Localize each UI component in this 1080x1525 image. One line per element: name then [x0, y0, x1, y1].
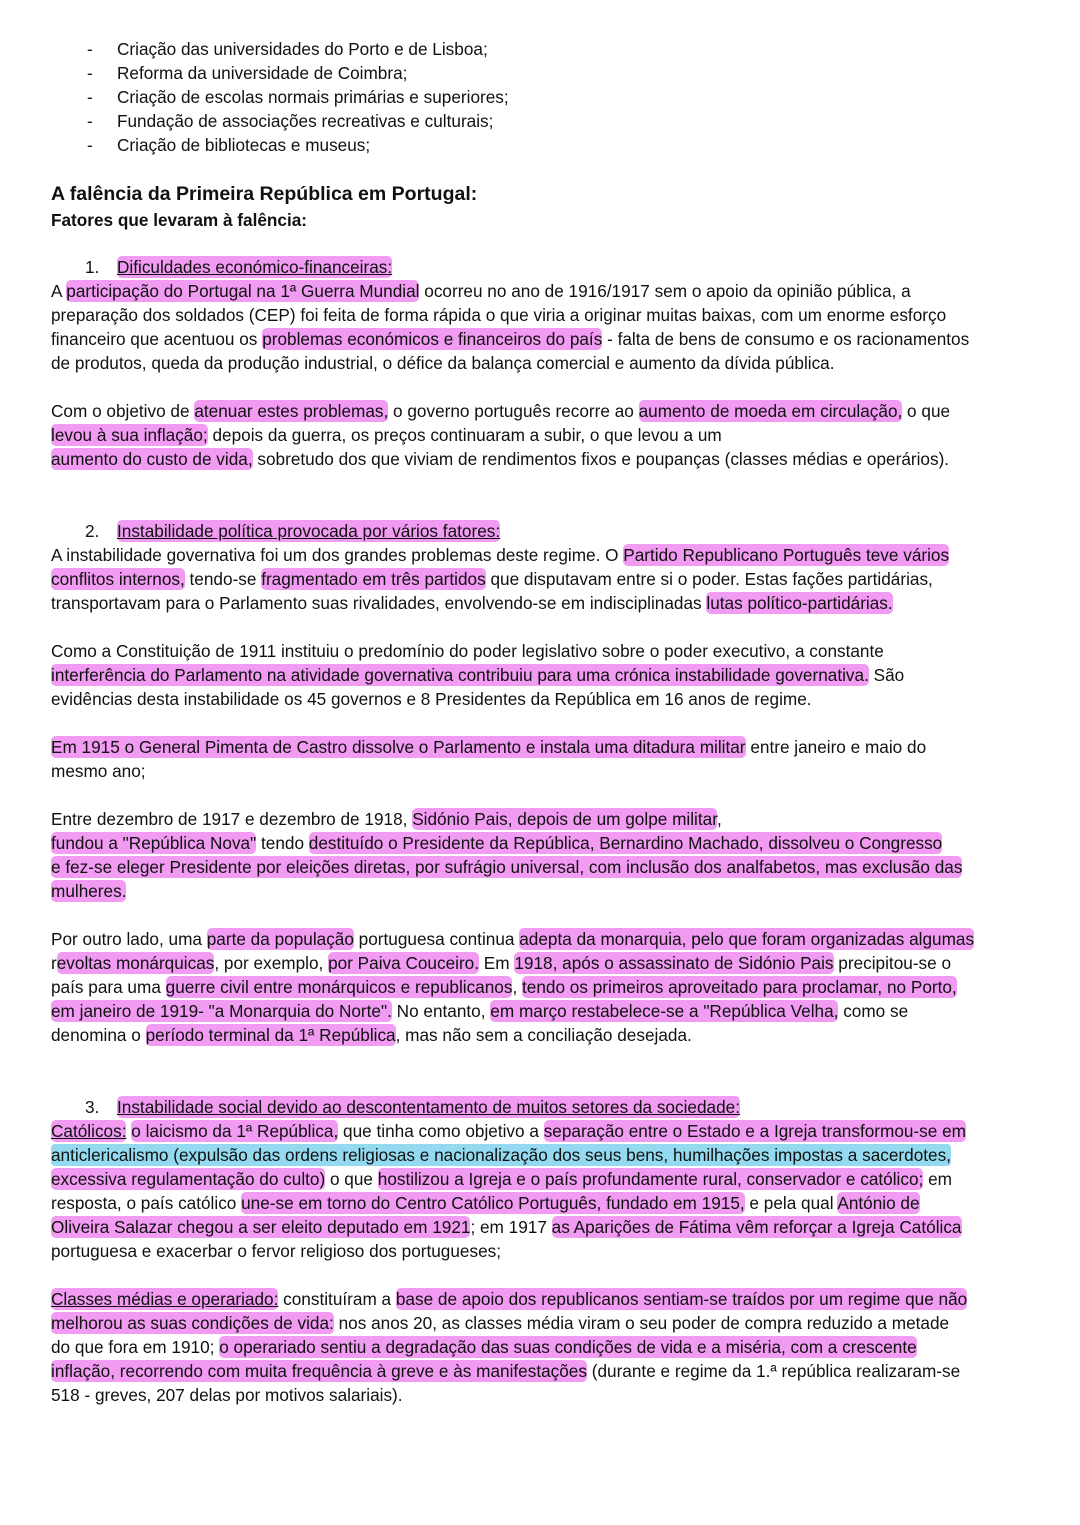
- highlighted-text: evoltas monárquicas: [56, 953, 215, 973]
- paragraph-line: [51, 327, 969, 351]
- highlighted-text: interferência do Parlamento na atividade governativa contribuiu para uma crónica instabilidade governativa.: [51, 665, 869, 685]
- text-run: ; em 1917: [470, 1217, 552, 1237]
- highlighted-text: tendo os primeiros aproveitado para proclamar, no Porto,: [522, 977, 957, 997]
- highlighted-text: hostilizou a Igreja e o país profundamente rural, conservador e católico;: [377, 1169, 924, 1189]
- text-run: como se: [838, 1001, 909, 1021]
- text-run: portuguesa e exacerbar o fervor religioso dos portugueses;: [51, 1241, 502, 1261]
- paragraph-line: [51, 999, 908, 1023]
- paragraph-line: [51, 1191, 920, 1215]
- list-bullet: -: [87, 39, 93, 59]
- paragraph-line: [51, 543, 949, 567]
- text-run: , por exemplo,: [214, 953, 329, 973]
- text-run: Como a Constituição de 1911 instituiu o predomínio do poder legislativo sobre o poder executivo, a constante: [51, 641, 884, 661]
- highlighted-text: 1918, após o assassinato de Sidónio Pais: [514, 953, 834, 973]
- paragraph-line: [51, 639, 884, 663]
- paragraph-line: [51, 855, 962, 879]
- paragraph-line: [51, 423, 722, 447]
- paragraph-line: [51, 1119, 966, 1143]
- text-run: sobretudo dos que viviam de rendimentos fixos e poupanças (classes médias e operários).: [252, 449, 950, 469]
- highlighted-text: o operariado sentiu a degradação das suas condições de vida e a miséria, com a crescente: [219, 1337, 917, 1357]
- paragraph-line: [51, 1023, 692, 1047]
- paragraph-line: [51, 663, 904, 687]
- text-run: o que: [325, 1169, 378, 1189]
- paragraph-line: [51, 567, 933, 591]
- highlighted-text: base de apoio dos republicanos sentiam-se traídos por um regime que não: [395, 1289, 968, 1309]
- text-run: Entre dezembro de 1917 e dezembro de 1918,: [51, 809, 413, 829]
- text-run: ,: [512, 977, 523, 997]
- text-run: entre janeiro e maio do: [745, 737, 927, 757]
- list-bullet: -: [87, 111, 93, 131]
- list-item: Fundação de associações recreativas e culturais;: [117, 111, 494, 131]
- highlighted-text: Sidónio Pais, depois de um golpe militar: [412, 809, 717, 829]
- text-run: evidências desta instabilidade os 45 governos e 8 Presidentes da República em 16 anos de regime.: [51, 689, 812, 709]
- highlighted-text: Partido Republicano Português teve vários: [623, 545, 950, 565]
- highlighted-text: parte da população: [206, 929, 354, 949]
- paragraph-line: [51, 447, 949, 471]
- paragraph-line: [51, 735, 926, 759]
- paragraph-line: [51, 1287, 967, 1311]
- list-item: Criação de bibliotecas e museus;: [117, 135, 371, 155]
- section-title: Dificuldades económico-financeiras:: [117, 257, 393, 277]
- text-run: do que fora em 1910;: [51, 1337, 220, 1357]
- text-run: mesmo ano;: [51, 761, 146, 781]
- highlighted-text: anticlericalismo (expulsão das ordens religiosas e nacionalização dos seus bens, humilhações impostas a sacerdotes,: [51, 1145, 951, 1165]
- paragraph-line: [51, 1359, 960, 1383]
- catolicos-label: Católicos:: [51, 1121, 127, 1141]
- list-item: Criação das universidades do Porto e de Lisboa;: [117, 39, 488, 59]
- paragraph-line: [51, 1215, 962, 1239]
- highlighted-text: por Paiva Couceiro.: [328, 953, 480, 973]
- paragraph-line: [51, 879, 126, 903]
- highlighted-text: destituído o Presidente da República, Bernardino Machado, dissolveu o Congresso: [308, 833, 943, 853]
- highlighted-text: conflitos internos,: [51, 569, 185, 589]
- paragraph-line: [51, 1143, 951, 1167]
- section-subheading: Fatores que levaram à falência:: [51, 210, 308, 230]
- text-run: r: [51, 953, 57, 973]
- text-run: denomina o: [51, 1025, 146, 1045]
- highlighted-text: excessiva regulamentação do culto): [51, 1169, 326, 1189]
- text-run: (durante e regime da 1.ª república realizaram-se: [586, 1361, 961, 1381]
- highlighted-text: aumento do custo de vida,: [51, 449, 253, 469]
- text-run: tendo: [256, 833, 309, 853]
- paragraph-line: [51, 399, 950, 423]
- highlighted-text: mulheres.: [51, 881, 127, 901]
- text-run: nos anos 20, as classes média viram o seu poder de compra reduzido a metade: [333, 1313, 950, 1333]
- text-run: portuguesa continua: [353, 929, 520, 949]
- highlighted-text: Oliveira Salazar chegou a ser eleito deputado em 1921: [51, 1217, 471, 1237]
- highlighted-text: António de: [837, 1193, 920, 1213]
- text-run: depois da guerra, os preços continuaram a subir, o que levou a um: [207, 425, 722, 445]
- paragraph-line: [51, 687, 812, 711]
- list-bullet: -: [87, 135, 93, 155]
- highlighted-text: fundou a "República Nova": [51, 833, 257, 853]
- text-run: o governo português recorre ao: [388, 401, 639, 421]
- highlighted-text: em janeiro de 1919- "a Monarquia do Norte".: [51, 1001, 392, 1021]
- text-run: A: [51, 281, 67, 301]
- section-title: Instabilidade política provocada por vários fatores:: [117, 521, 501, 541]
- text-run: e pela qual: [744, 1193, 838, 1213]
- text-run: resposta, o país católico: [51, 1193, 242, 1213]
- text-run: em: [923, 1169, 952, 1189]
- highlighted-text: adepta da monarquia, pelo que foram organizadas algumas: [519, 929, 975, 949]
- paragraph-line: [51, 1383, 403, 1407]
- highlighted-text: em março restabelece-se a "República Velha,: [490, 1001, 839, 1021]
- paragraph-line: [51, 927, 974, 951]
- list-bullet: -: [87, 63, 93, 83]
- highlighted-text: fragmentado em três partidos: [261, 569, 486, 589]
- list-bullet: -: [87, 87, 93, 107]
- text-run: financeiro que acentuou os: [51, 329, 263, 349]
- list-item: Reforma da universidade de Coimbra;: [117, 63, 408, 83]
- text-run: Com o objetivo de: [51, 401, 195, 421]
- highlighted-text: atenuar estes problemas,: [194, 401, 389, 421]
- highlighted-text: problemas económicos e financeiros do país: [262, 329, 603, 349]
- text-run: A instabilidade governativa foi um dos grandes problemas deste regime. O: [51, 545, 624, 565]
- highlighted-text: participação do Portugal na 1ª Guerra Mundial: [66, 281, 420, 301]
- section-number: 3.: [85, 1097, 100, 1117]
- paragraph-line: [51, 1167, 952, 1191]
- paragraph-line: [51, 303, 946, 327]
- text-run: constituíram a: [278, 1289, 396, 1309]
- section-number: 2.: [85, 521, 100, 541]
- highlighted-text: separação entre o Estado e a Igreja transformou-se em: [543, 1121, 966, 1141]
- text-run: precipitou-se o: [833, 953, 952, 973]
- text-run: No entanto,: [391, 1001, 491, 1021]
- paragraph-line: [51, 807, 722, 831]
- paragraph-line: [51, 591, 893, 615]
- text-run: ,: [716, 809, 722, 829]
- text-run: ocorreu no ano de 1916/1917 sem o apoio da opinião pública, a: [419, 281, 911, 301]
- paragraph-line: [51, 1335, 917, 1359]
- text-run: - falta de bens de consumo e os racionamentos: [602, 329, 970, 349]
- paragraph-line: [51, 279, 911, 303]
- section-number: 1.: [85, 257, 100, 277]
- list-item: Criação de escolas normais primárias e superiores;: [117, 87, 509, 107]
- text-run: Por outro lado, uma: [51, 929, 207, 949]
- highlighted-text: melhorou as suas condições de vida:: [51, 1313, 334, 1333]
- highlighted-text: guerre civil entre monárquicos e republicanos: [165, 977, 513, 997]
- text-run: transportavam para o Parlamento suas rivalidades, envolvendo-se em indisciplinadas: [51, 593, 707, 613]
- text-run: preparação dos soldados (CEP) foi feita de forma rápida o que viria a originar muitas baixas, com um enorme esforço: [51, 305, 947, 325]
- paragraph-line: [51, 975, 957, 999]
- text-run: que disputavam entre si o poder. Estas fações partidárias,: [485, 569, 933, 589]
- paragraph-line: [51, 951, 951, 975]
- text-run: São: [868, 665, 905, 685]
- text-run: o que: [902, 401, 951, 421]
- paragraph-line: [51, 1239, 501, 1263]
- highlighted-text: une-se em torno do Centro Católico Português, fundado em 1915,: [241, 1193, 745, 1213]
- paragraph-line: [51, 1311, 949, 1335]
- highlighted-text: o laicismo da 1ª República,: [131, 1121, 339, 1141]
- highlighted-text: inflação, recorrendo com muita frequência à greve e às manifestações: [51, 1361, 587, 1381]
- highlighted-text: as Aparições de Fátima vêm reforçar a Igreja Católica: [551, 1217, 962, 1237]
- highlighted-text: aumento de moeda em circulação,: [638, 401, 903, 421]
- text-run: 518 - greves, 207 delas por motivos salariais).: [51, 1385, 403, 1405]
- highlighted-text: e fez-se eleger Presidente por eleições diretas, por sufrágio universal, com inclusão dos analfabetos, mas exclusão das: [51, 857, 963, 877]
- text-run: que tinha como objetivo a: [338, 1121, 544, 1141]
- highlighted-text: lutas político-partidárias.: [706, 593, 893, 613]
- section-title: Instabilidade social devido ao descontentamento de muitos setores da sociedade:: [117, 1097, 740, 1117]
- classes-label: Classes médias e operariado:: [51, 1289, 279, 1309]
- highlighted-text: levou à sua inflação;: [51, 425, 208, 445]
- paragraph-line: [51, 351, 835, 375]
- highlighted-text: período terminal da 1ª República: [145, 1025, 396, 1045]
- paragraph-line: [51, 831, 942, 855]
- text-run: , mas não sem a conciliação desejada.: [395, 1025, 692, 1045]
- highlighted-text: Em 1915 o General Pimenta de Castro dissolve o Parlamento e instala uma ditadura militar: [51, 737, 746, 757]
- text-run: Em: [479, 953, 515, 973]
- paragraph-line: [51, 759, 146, 783]
- text-run: tendo-se: [184, 569, 262, 589]
- section-heading: A falência da Primeira República em Portugal:: [51, 183, 478, 205]
- text-run: de produtos, queda da produção industrial, o défice da balança comercial e aumento da dívida pública.: [51, 353, 835, 373]
- text-run: país para uma: [51, 977, 166, 997]
